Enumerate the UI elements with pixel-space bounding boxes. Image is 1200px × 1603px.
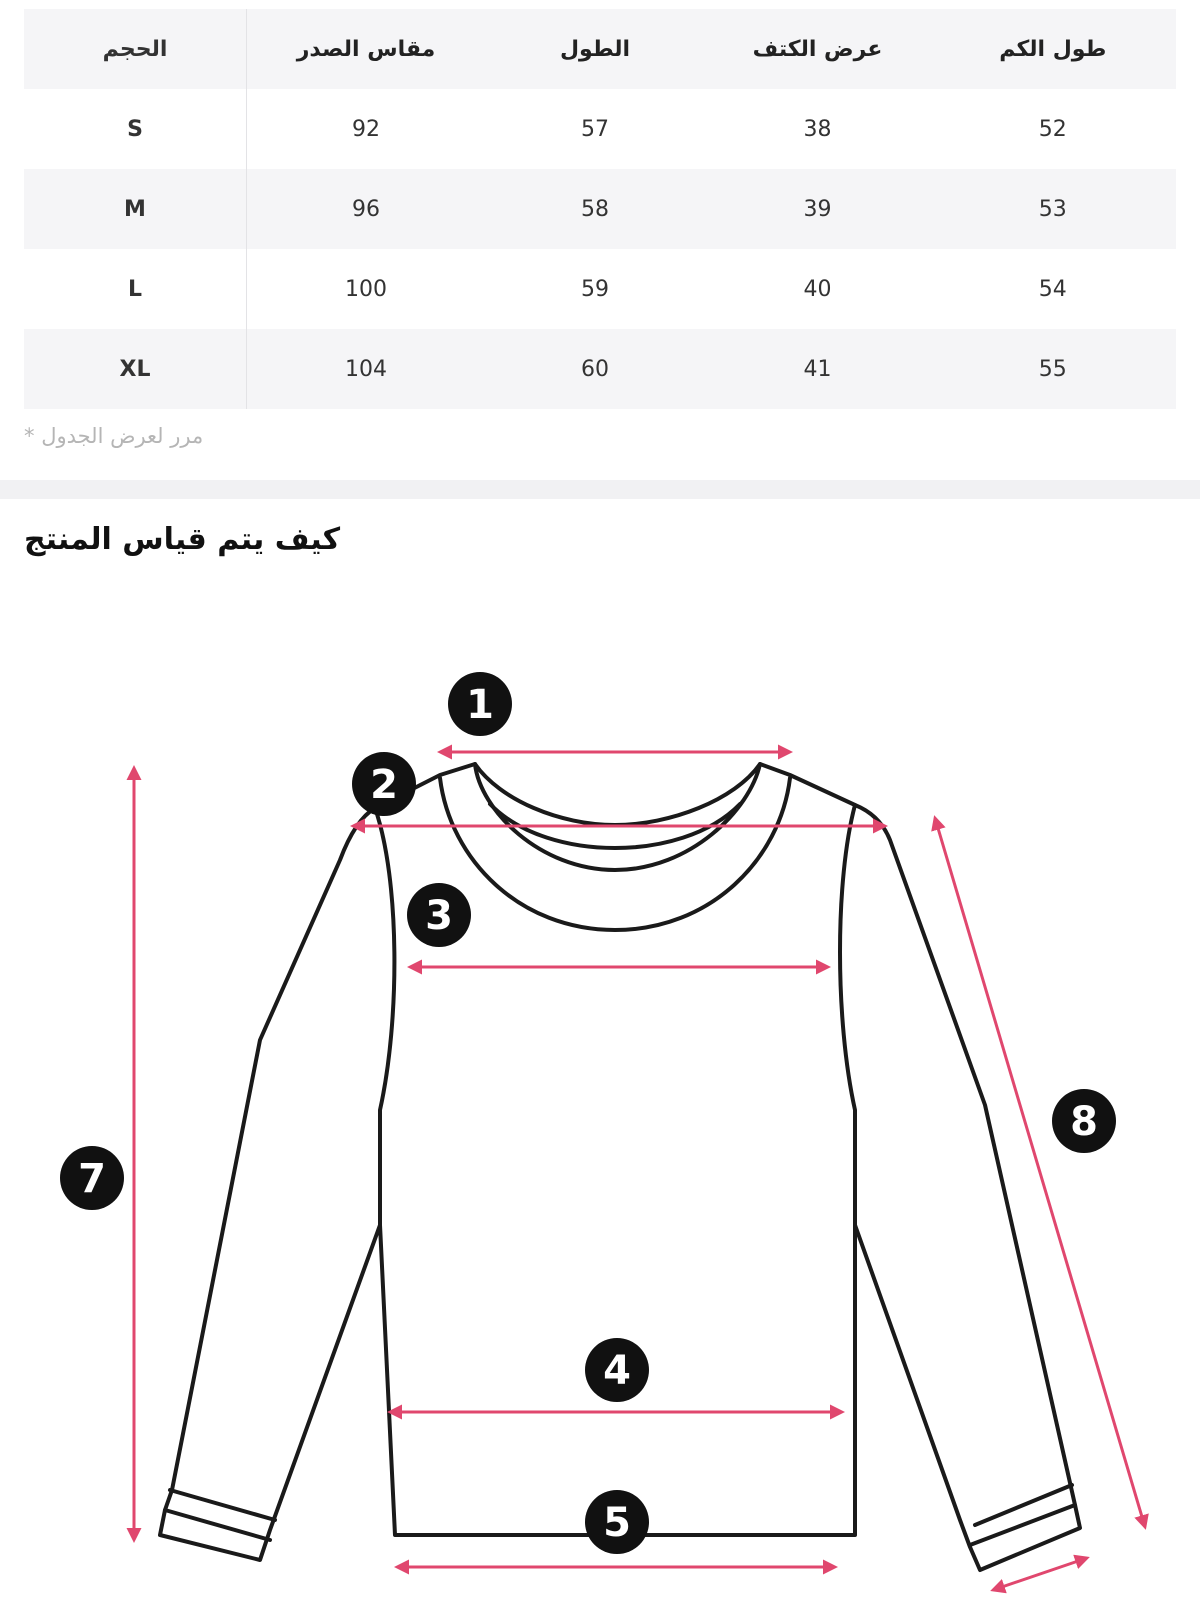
- cell-chest: 92: [352, 116, 380, 142]
- cell-sleeve: 52: [1038, 116, 1067, 142]
- cell-length: 57: [581, 116, 609, 142]
- header-shoulder: عرض الكتف: [752, 36, 883, 62]
- arrow-8-sleeve: [935, 818, 1145, 1527]
- cell-length: 59: [581, 276, 609, 302]
- cell-chest: 96: [352, 196, 380, 222]
- badge-5-label: 5: [603, 1500, 631, 1546]
- cell-length: 60: [581, 356, 609, 382]
- header-length: الطول: [559, 36, 631, 62]
- badge-3-label: 3: [425, 893, 453, 939]
- cell-sleeve: 53: [1038, 196, 1067, 222]
- badge-3: [407, 883, 471, 947]
- badge-4: [585, 1338, 649, 1402]
- measurement-diagram: [0, 600, 1200, 1603]
- cell-shoulder: 38: [803, 116, 832, 142]
- cell-shoulder: 41: [803, 356, 832, 382]
- cell-size: M: [24, 169, 247, 249]
- cell-chest: 100: [345, 276, 387, 302]
- badge-1: [448, 672, 512, 736]
- badge-5: [585, 1490, 649, 1554]
- cell-shoulder: 39: [803, 196, 832, 222]
- header-sleeve: طول الكم: [999, 36, 1107, 62]
- badge-2-label: 2: [370, 762, 398, 808]
- cell-size: XL: [24, 329, 247, 409]
- badge-8: [1052, 1089, 1116, 1153]
- sweater-outline: [160, 764, 1080, 1570]
- measurement-arrows: [134, 752, 1145, 1590]
- badge-1-label: 1: [466, 682, 494, 728]
- badge-7-label: 7: [78, 1156, 106, 1202]
- how-to-measure-title: كيف يتم قياس المنتج: [24, 522, 341, 557]
- cell-shoulder: 40: [803, 276, 832, 302]
- badge-7: [60, 1146, 124, 1210]
- section-divider: [0, 480, 1200, 499]
- cell-chest: 104: [345, 356, 387, 382]
- badge-2: [352, 752, 416, 816]
- cell-length: 58: [581, 196, 609, 222]
- table-row: [24, 169, 1176, 249]
- cell-sleeve: 54: [1038, 276, 1067, 302]
- badge-4-label: 4: [603, 1348, 631, 1394]
- cell-sleeve: 55: [1038, 356, 1067, 382]
- table-row: [24, 89, 1176, 169]
- scroll-table-note: * مرر لعرض الجدول: [24, 424, 204, 448]
- cell-size: S: [24, 89, 247, 169]
- header-size: الحجم: [24, 9, 247, 89]
- cell-size: L: [24, 249, 247, 329]
- badge-8-label: 8: [1070, 1099, 1098, 1145]
- table-row: [24, 329, 1176, 409]
- size-chart-table: [24, 9, 1176, 409]
- table-row: [24, 249, 1176, 329]
- arrow-cuff: [993, 1558, 1087, 1590]
- table-header-row: [24, 9, 1176, 89]
- header-chest: مقاس الصدر: [296, 36, 436, 62]
